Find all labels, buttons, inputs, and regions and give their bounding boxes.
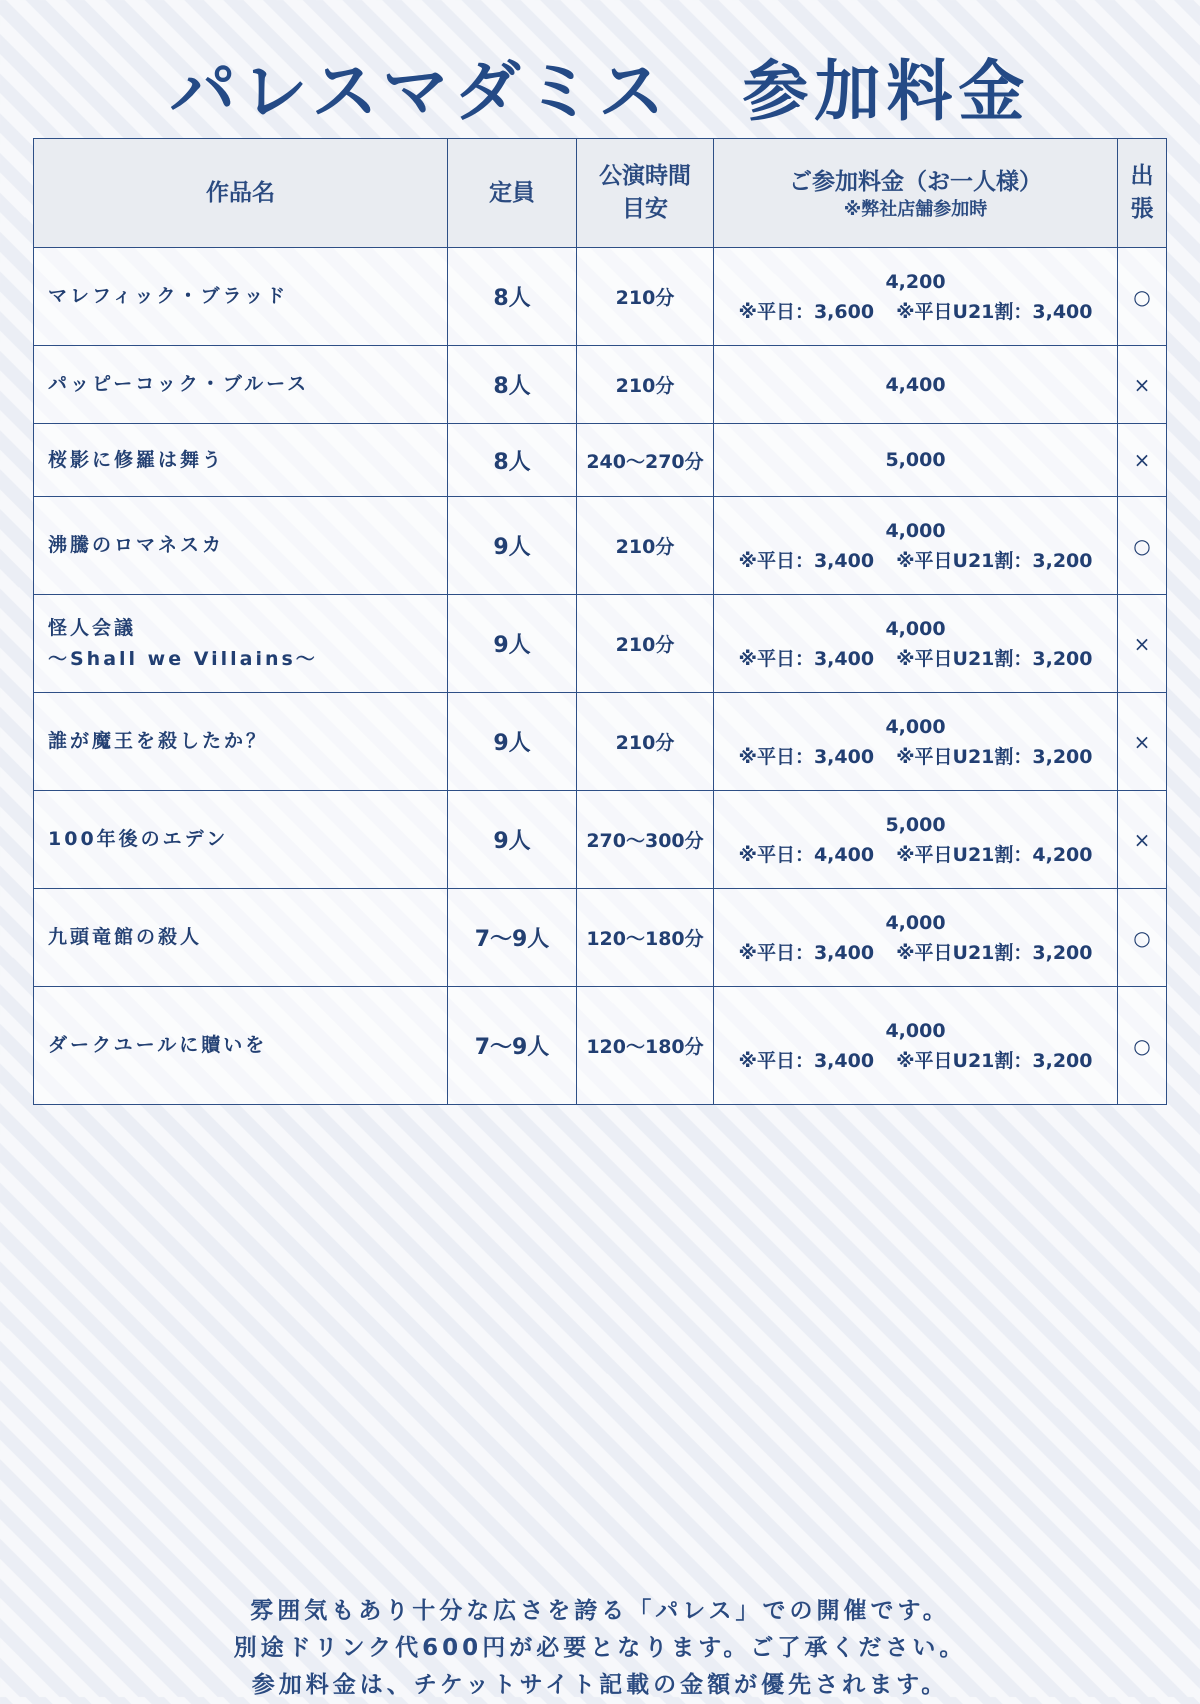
- page-title: パレスマダミス 参加料金: [169, 53, 1031, 130]
- fee-standard: 4,000: [885, 715, 946, 738]
- work-title: 怪人会議: [48, 616, 137, 639]
- cell-duration: 210分: [577, 693, 714, 791]
- header-time: [577, 139, 714, 248]
- cell-trip-availability: ○: [1118, 889, 1167, 987]
- footer-line-3: 参加料金は、チケットサイト記載の金額が優先されます。: [251, 1672, 949, 1698]
- cell-fee: [714, 497, 1118, 595]
- cell-work-name: [34, 595, 448, 693]
- fee-weekday-u21: ※平日U21割：4,200: [896, 843, 1093, 866]
- fee-standard: 5,000: [885, 813, 946, 836]
- cell-work-name: [34, 889, 448, 987]
- work-title: ダークユールに贖いを: [48, 1034, 268, 1056]
- fee-standard: 4,000: [885, 1019, 946, 1042]
- cell-duration: 270〜300分: [577, 791, 714, 889]
- cell-duration: 240〜270分: [577, 424, 714, 497]
- header-trip-line2: 張: [1130, 196, 1154, 222]
- fee-discounts: [714, 840, 1117, 870]
- fee-weekday: ※平日：3,400: [738, 549, 875, 572]
- fee-standard: 4,000: [885, 617, 946, 640]
- cell-duration: 210分: [577, 595, 714, 693]
- fee-weekday: ※平日：3,400: [738, 1049, 875, 1072]
- table-row: [34, 987, 1167, 1105]
- fee-weekday-u21: ※平日U21割：3,200: [896, 647, 1093, 670]
- cell-duration: 210分: [577, 346, 714, 424]
- work-title: 桜影に修羅は舞う: [48, 448, 225, 471]
- fee-weekday: ※平日：3,400: [738, 941, 875, 964]
- table-row: [34, 346, 1167, 424]
- footer-notes: [0, 1593, 1200, 1704]
- cell-trip-availability: ×: [1118, 791, 1167, 889]
- fee-discounts: [714, 546, 1117, 576]
- fee-discounts: [714, 1046, 1117, 1076]
- fee-weekday: ※平日：3,600: [738, 300, 875, 323]
- cell-trip-availability: ×: [1118, 346, 1167, 424]
- cell-trip-availability: ×: [1118, 693, 1167, 791]
- work-title: 九頭竜館の殺人: [48, 926, 203, 948]
- fee-weekday-u21: ※平日U21割：3,200: [896, 745, 1093, 768]
- table-row: [34, 248, 1167, 346]
- header-capacity: 定員: [448, 139, 577, 248]
- work-title: 100年後のエデン: [48, 828, 229, 850]
- header-fee: [714, 139, 1118, 248]
- fee-standard: 4,000: [885, 519, 946, 542]
- table-row: [34, 889, 1167, 987]
- header-time-line1: 公演時間: [599, 163, 691, 189]
- cell-capacity: 9人: [448, 693, 577, 791]
- header-row: [34, 139, 1167, 248]
- work-subtitle: 〜Shall we Villains〜: [48, 647, 318, 670]
- cell-work-name: [34, 791, 448, 889]
- fee-discounts: [714, 742, 1117, 772]
- fee-standard: 4,000: [885, 911, 946, 934]
- cell-fee: [714, 693, 1118, 791]
- cell-work-name: [34, 424, 448, 497]
- cell-capacity: 8人: [448, 346, 577, 424]
- cell-duration: 120〜180分: [577, 889, 714, 987]
- fee-standard: 4,400: [885, 373, 946, 396]
- header-trip-line1: 出: [1130, 163, 1154, 189]
- cell-fee: [714, 987, 1118, 1105]
- header-trip: [1118, 139, 1167, 248]
- cell-work-name: [34, 248, 448, 346]
- fee-discounts: [714, 938, 1117, 968]
- cell-fee: [714, 889, 1118, 987]
- cell-work-name: [34, 497, 448, 595]
- header-time-line2: 目安: [622, 196, 668, 222]
- cell-trip-availability: ○: [1118, 248, 1167, 346]
- cell-duration: 210分: [577, 248, 714, 346]
- cell-work-name: [34, 693, 448, 791]
- header-fee-sub: ※弊社店舗参加時: [843, 198, 988, 220]
- header-fee-main: ご参加料金（お一人様）: [789, 168, 1042, 195]
- fee-discounts: [714, 297, 1117, 327]
- cell-trip-availability: ×: [1118, 595, 1167, 693]
- work-title: マレフィック・ブラッド: [48, 285, 289, 307]
- fee-weekday-u21: ※平日U21割：3,200: [896, 549, 1093, 572]
- fee-standard: 5,000: [885, 449, 946, 471]
- cell-capacity: 8人: [448, 248, 577, 346]
- cell-trip-availability: ○: [1118, 497, 1167, 595]
- fee-weekday: ※平日：3,400: [738, 745, 875, 768]
- fee-discounts: [714, 644, 1117, 674]
- cell-capacity: 7〜9人: [448, 889, 577, 987]
- cell-capacity: 7〜9人: [448, 987, 577, 1105]
- work-title: 沸騰のロマネスカ: [48, 534, 225, 556]
- work-title: 誰が魔王を殺したか？: [48, 730, 269, 752]
- fee-weekday-u21: ※平日U21割：3,400: [896, 300, 1093, 323]
- cell-duration: 210分: [577, 497, 714, 595]
- table-row: [34, 791, 1167, 889]
- table-row: [34, 595, 1167, 693]
- table-row: [34, 497, 1167, 595]
- fee-standard: 4,200: [885, 270, 946, 293]
- cell-fee: [714, 346, 1118, 424]
- fee-weekday: ※平日：3,400: [738, 647, 875, 670]
- cell-fee: [714, 791, 1118, 889]
- cell-duration: 120〜180分: [577, 987, 714, 1105]
- work-title: パッピーコック・ブルース: [48, 373, 310, 395]
- cell-trip-availability: ×: [1118, 424, 1167, 497]
- footer-line-2: 別途ドリンク代600円が必要となります。ご了承ください。: [233, 1635, 967, 1661]
- table-row: [34, 693, 1167, 791]
- cell-work-name: [34, 987, 448, 1105]
- fee-table: [33, 138, 1167, 1105]
- cell-capacity: 9人: [448, 497, 577, 595]
- cell-capacity: 9人: [448, 791, 577, 889]
- fee-weekday-u21: ※平日U21割：3,200: [896, 1049, 1093, 1072]
- cell-fee: [714, 424, 1118, 497]
- cell-capacity: 8人: [448, 424, 577, 497]
- cell-work-name: [34, 346, 448, 424]
- table-row: [34, 424, 1167, 497]
- fee-table-body: [34, 248, 1167, 1105]
- cell-trip-availability: ○: [1118, 987, 1167, 1105]
- cell-capacity: 9人: [448, 595, 577, 693]
- cell-fee: [714, 595, 1118, 693]
- cell-fee: [714, 248, 1118, 346]
- fee-weekday: ※平日：4,400: [738, 843, 875, 866]
- fee-weekday-u21: ※平日U21割：3,200: [896, 941, 1093, 964]
- footer-line-1: 雰囲気もあり十分な広さを誇る「パレス」での開催です。: [250, 1598, 950, 1624]
- header-name: 作品名: [34, 139, 448, 248]
